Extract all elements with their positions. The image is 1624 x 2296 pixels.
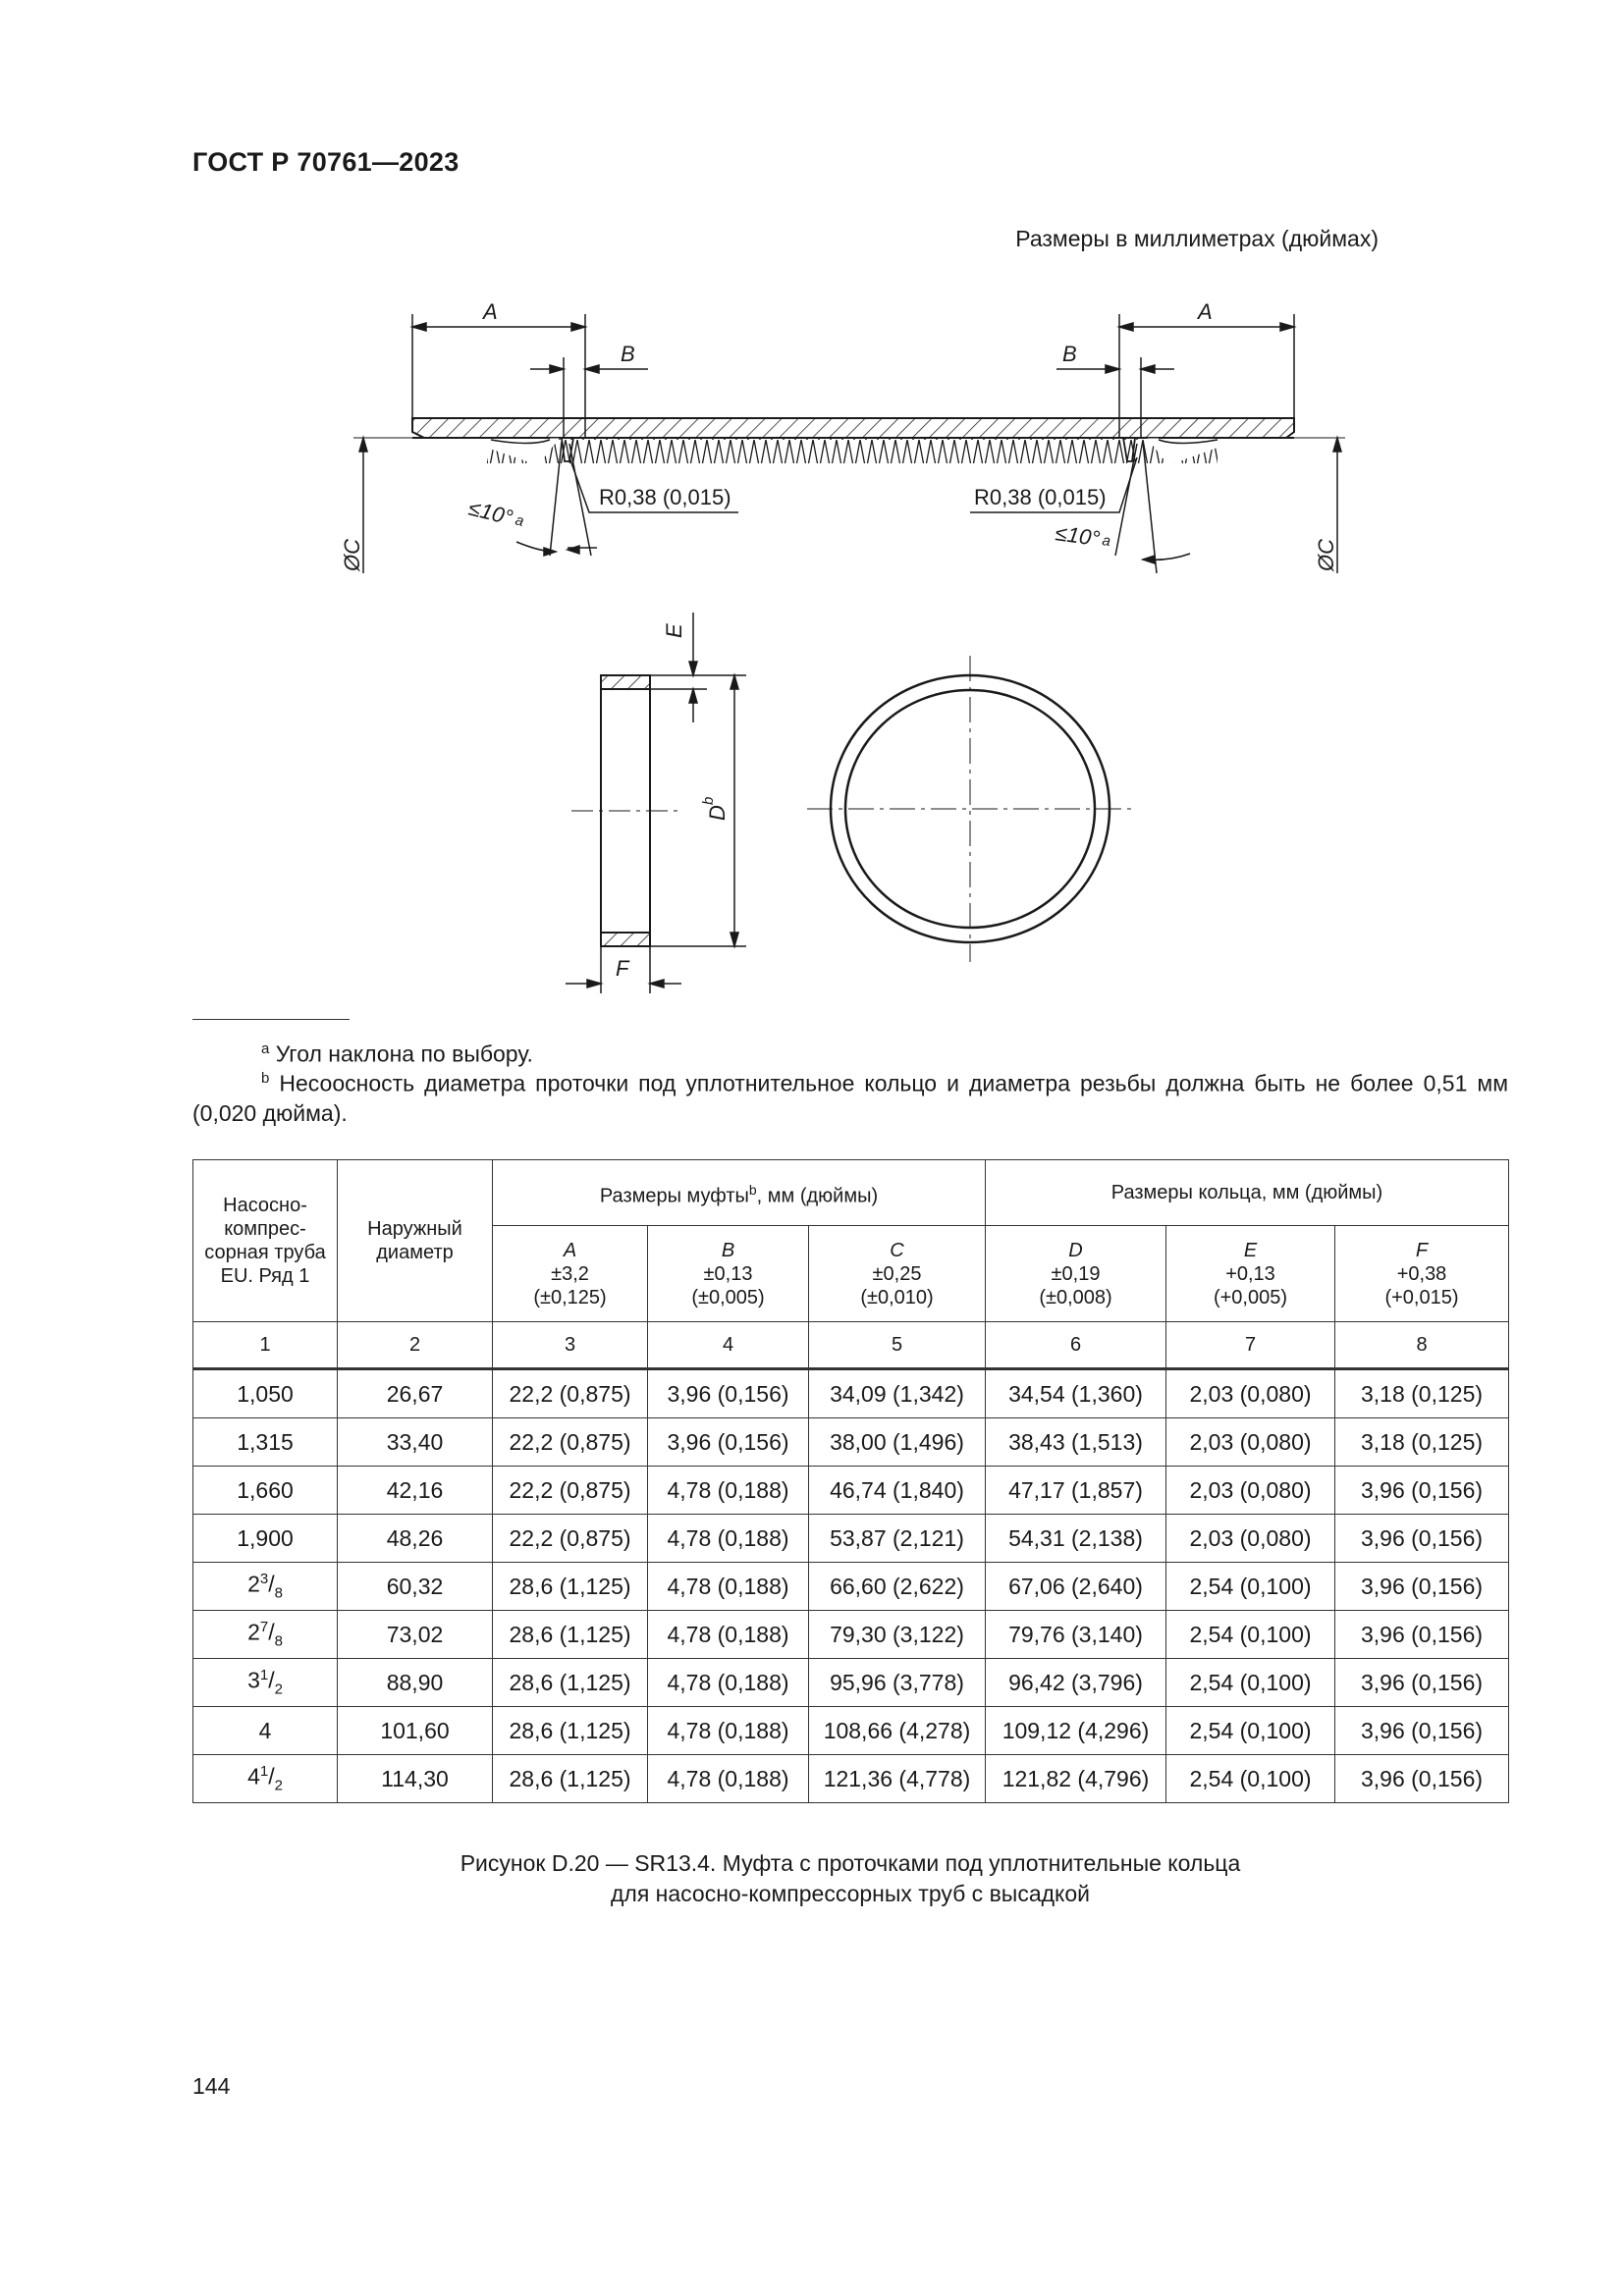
table-row: 4 101,60 28,6 (1,125) 4,78 (0,188) 108,66 (4,278) 109,12 (4,296) 2,54 (0,100) 3,96 (0,156) xyxy=(193,1707,1509,1755)
footnote-b-text: Несоосность диаметра проточки под уплотнительное кольцо и диаметра резьбы должна быть не более 0,51 мм (0,020 дюйма). xyxy=(192,1070,1509,1126)
technical-drawing xyxy=(0,0,1624,1021)
dim-label-e: E xyxy=(662,623,686,638)
table-row: $2^7/_8$ 73,02 28,6 (1,125) 4,78 (0,188) 79,30 (3,122) 79,76 (3,140) 2,54 (0,100) 3,96 (0,156) xyxy=(193,1611,1509,1659)
footnote-b-mark: b xyxy=(261,1070,270,1087)
table-row: 1,050 26,67 22,2 (0,875) 3,96 (0,156) 34,09 (1,342) 34,54 (1,360) 2,03 (0,080) 3,18 (0,125) xyxy=(193,1369,1509,1418)
caption-line-2: для насосно-компрессорных труб с высадкой xyxy=(610,1881,1090,1906)
table-row: $4^1/_2$ 114,30 28,6 (1,125) 4,78 (0,188) 121,36 (4,778) 121,82 (4,796) 2,54 (0,100) 3,96 (0,156) xyxy=(193,1755,1509,1803)
units-note: Размеры в миллиметрах (дюймах) xyxy=(1015,226,1379,251)
sub-header-d: D ±0,19 (±0,008) xyxy=(986,1226,1166,1322)
angle-sup-right: a xyxy=(1101,532,1112,551)
dim-label-f: F xyxy=(616,956,629,981)
coupling-section xyxy=(353,418,1345,465)
table-row: 1,900 48,26 22,2 (0,875) 4,78 (0,188) 53,87 (2,121) 54,31 (2,138) 2,03 (0,080) 3,96 (0,156) xyxy=(193,1515,1509,1563)
ring-front-view xyxy=(807,656,1135,962)
column-number: 6 xyxy=(986,1322,1166,1369)
group-header-coupling: Размеры муфты$^b$, мм (дюймы) xyxy=(493,1160,986,1226)
table-row: 1,315 33,40 22,2 (0,875) 3,96 (0,156) 38,00 (1,496) 38,43 (1,513) 2,03 (0,080) 3,18 (0,125) xyxy=(193,1418,1509,1467)
column-number: 1 xyxy=(193,1322,338,1369)
dim-label-b-left: B xyxy=(621,342,635,366)
dim-label-d-sup: b xyxy=(700,796,717,805)
column-number: 4 xyxy=(648,1322,809,1369)
column-number: 2 xyxy=(338,1322,493,1369)
sub-header-a: A ±3,2 (±0,125) xyxy=(493,1226,648,1322)
ring-dimensions xyxy=(566,613,746,993)
angle-sup-left: a xyxy=(514,511,526,530)
column-number: 8 xyxy=(1335,1322,1509,1369)
table-row: $2^3/_8$ 60,32 28,6 (1,125) 4,78 (0,188) 66,60 (2,622) 67,06 (2,640) 2,54 (0,100) 3,96 (0,156) xyxy=(193,1563,1509,1611)
figure-caption xyxy=(192,1848,1508,1909)
footnote-rule xyxy=(192,1019,350,1020)
column-number: 7 xyxy=(1166,1322,1335,1369)
caption-line-1: Рисунок D.20 — SR13.4. Муфта с проточками под уплотнительные кольца xyxy=(460,1850,1241,1876)
angle-label-left: ≤10° xyxy=(465,495,515,530)
dim-label-c-right: ØC xyxy=(1314,539,1338,571)
col-header-tubing: Насосно-компрес-сорная труба EU. Ряд 1 xyxy=(193,1160,338,1322)
group-header-ring: Размеры кольца, мм (дюймы) xyxy=(986,1160,1509,1226)
dim-label-b-right: B xyxy=(1062,342,1077,366)
sub-header-b: B ±0,13 (±0,005) xyxy=(648,1226,809,1322)
document-header: ГОСТ Р 70761—2023 xyxy=(192,147,460,177)
page-number: 144 xyxy=(192,2073,231,2099)
table-row: $3^1/_2$ 88,90 28,6 (1,125) 4,78 (0,188) 95,96 (3,778) 96,42 (3,796) 2,54 (0,100) 3,96 (0,156) xyxy=(193,1659,1509,1707)
column-number: 5 xyxy=(809,1322,986,1369)
ring-side-view xyxy=(571,675,677,946)
sub-header-c: C ±0,25 (±0,010) xyxy=(809,1226,986,1322)
footnote-a-mark: a xyxy=(261,1041,270,1057)
dim-label-a-right: A xyxy=(1198,299,1213,324)
radius-label-right: R0,38 (0,015) xyxy=(974,485,1107,509)
table-row: 1,660 42,16 22,2 (0,875) 4,78 (0,188) 46,74 (1,840) 47,17 (1,857) 2,03 (0,080) 3,96 (0,156) xyxy=(193,1467,1509,1515)
footnote-a-text: Угол наклона по выбору. xyxy=(275,1041,533,1067)
radius-label-left: R0,38 (0,015) xyxy=(599,485,731,509)
sub-header-f: F +0,38 (+0,015) xyxy=(1335,1226,1509,1322)
column-number: 3 xyxy=(493,1322,648,1369)
dim-label-d: D xyxy=(705,805,730,821)
footnote-b xyxy=(192,1064,1508,1128)
dim-label-a-left: A xyxy=(483,299,498,324)
angle-label-right: ≤10° xyxy=(1054,520,1102,552)
sub-header-e: E +0,13 (+0,005) xyxy=(1166,1226,1335,1322)
col-header-outer-diameter: Наружный диаметр xyxy=(338,1160,493,1322)
dimensions-table xyxy=(192,1159,1509,1803)
dim-label-c-left: ØC xyxy=(340,539,364,571)
